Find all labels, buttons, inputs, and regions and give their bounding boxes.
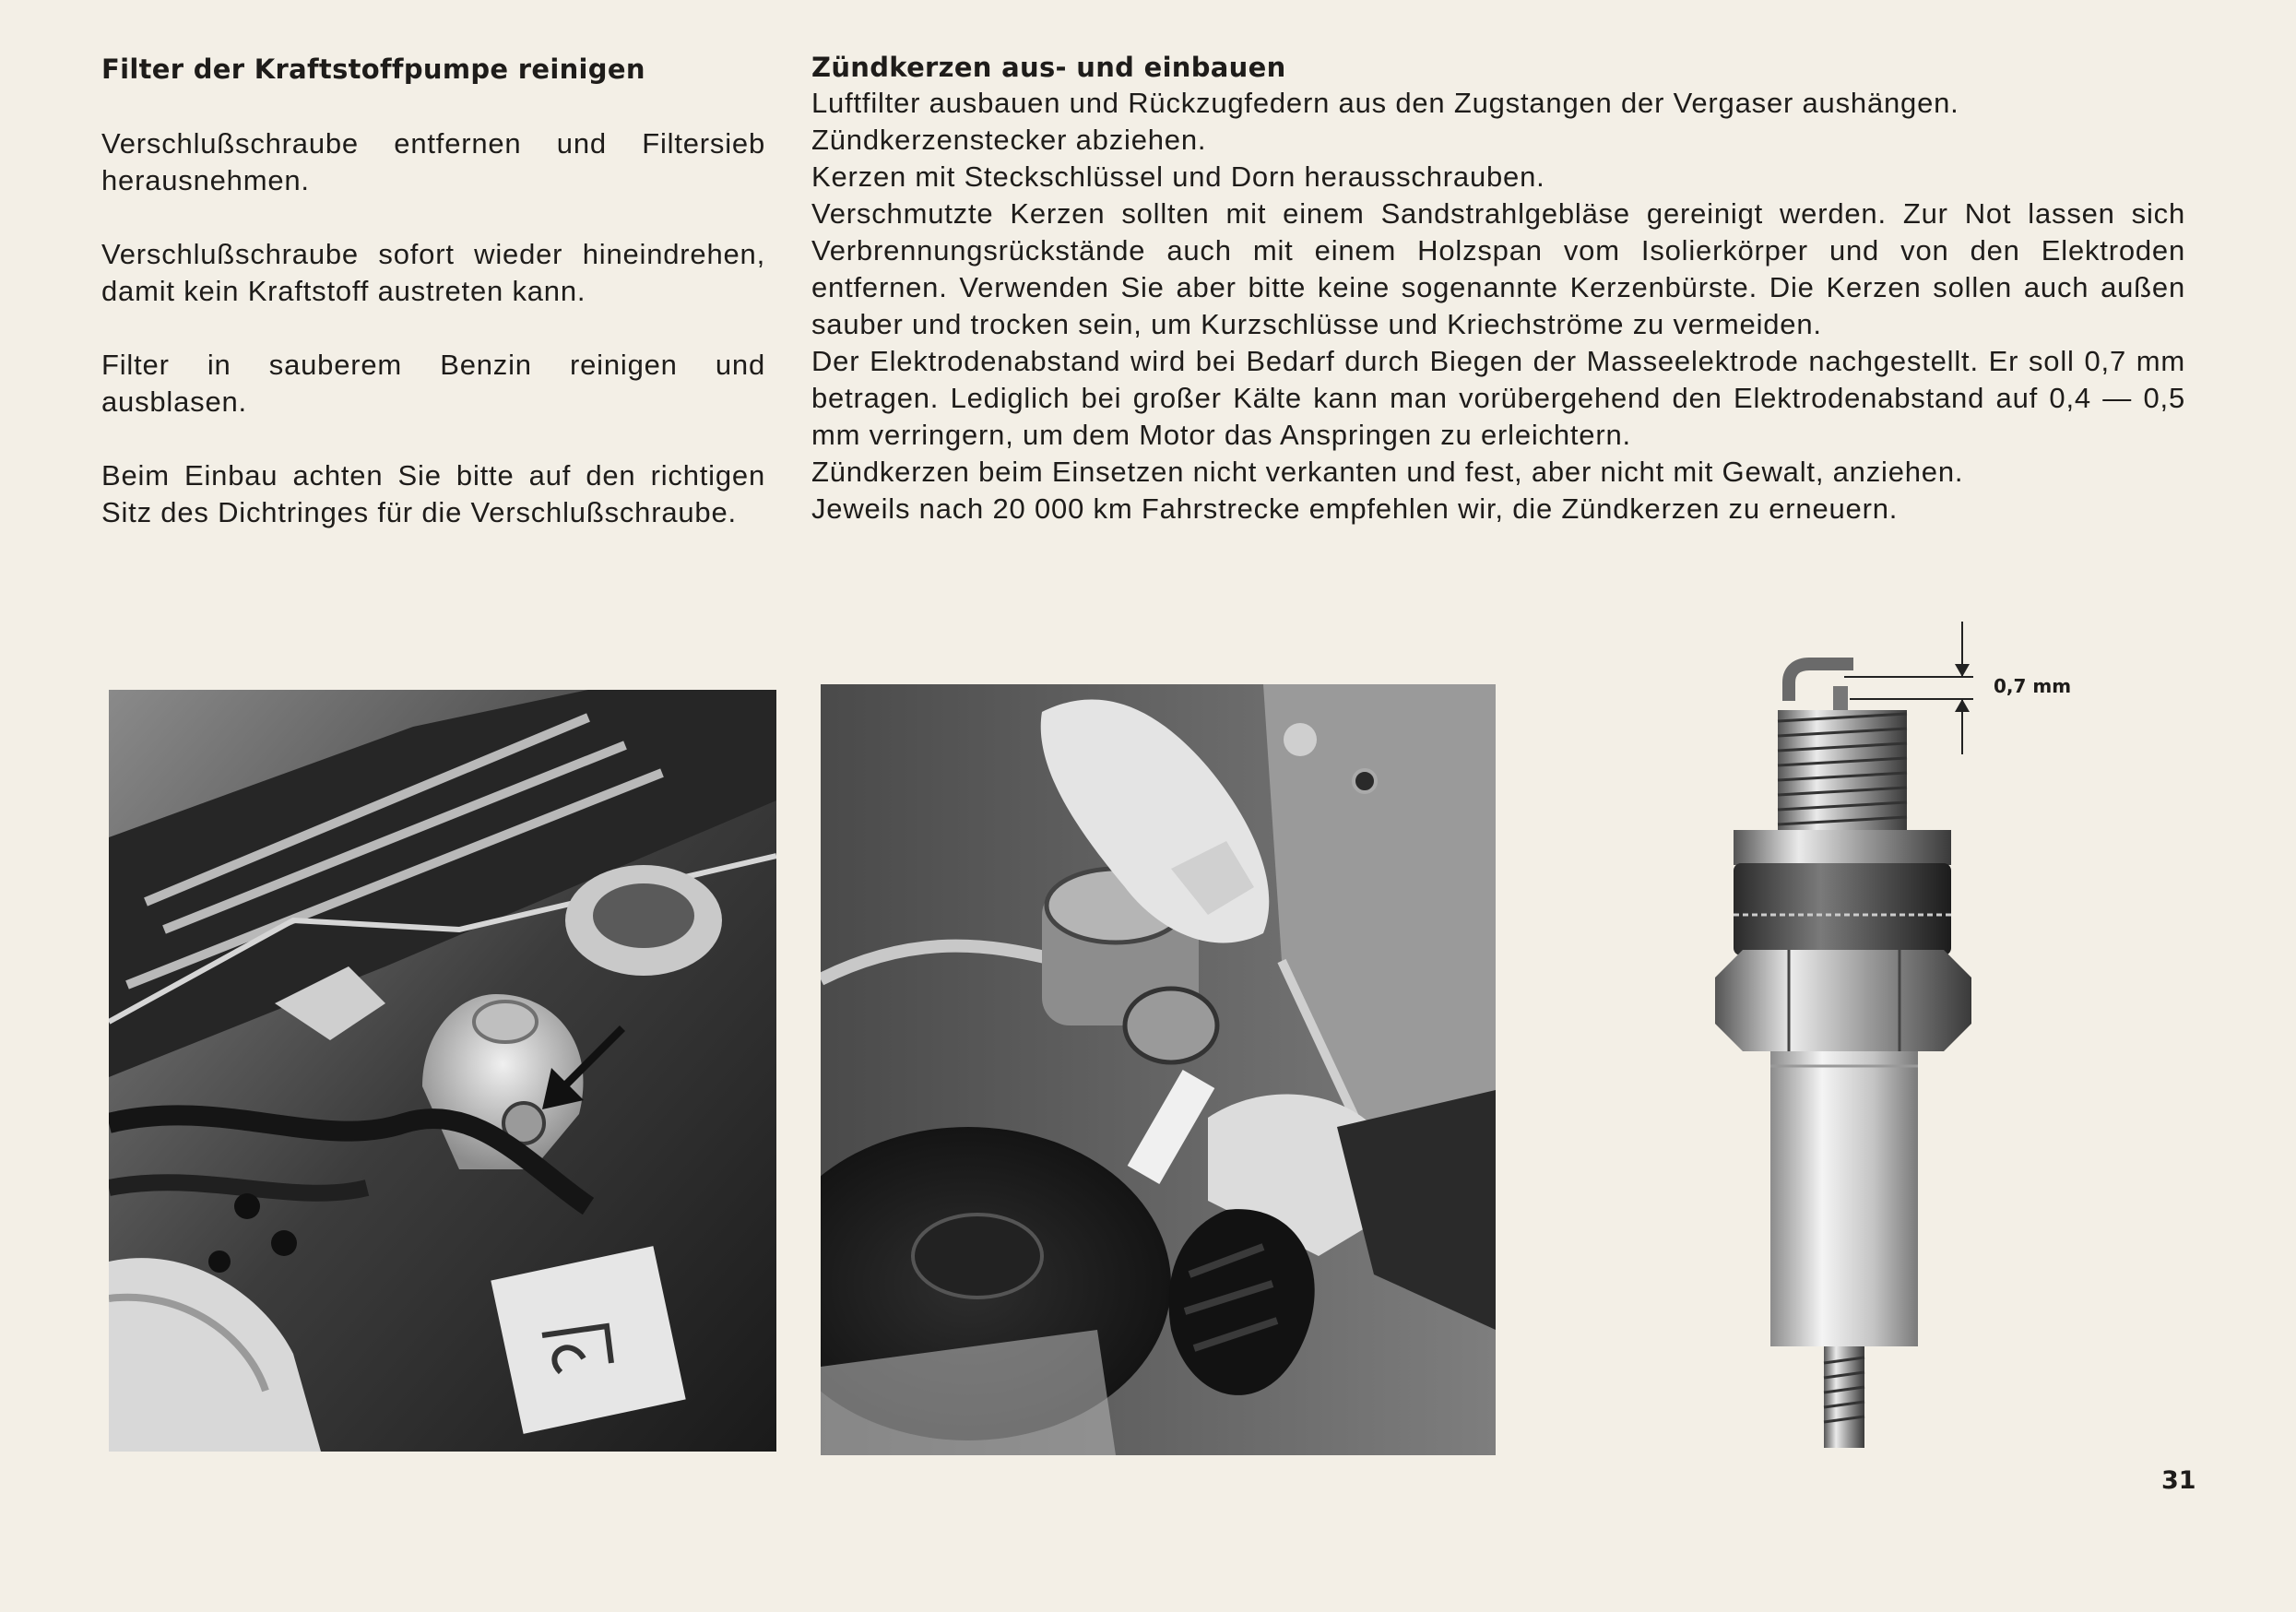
- fuel-filter-step-4: Beim Einbau achten Sie bitte auf den richtigen Sitz des Dichtringes für die Verschlußschraube.: [101, 459, 765, 528]
- fuel-filter-step-1: Verschlußschraube entfernen und Filtersieb herausnehmen.: [101, 127, 765, 196]
- fuel-filter-step-3: Filter in sauberem Benzin reinigen und ausblasen.: [101, 349, 765, 418]
- spark-plug-step-1: Luftfilter ausbauen und Rückzugfedern aus den Zugstangen der Vergaser aushängen.: [811, 87, 1959, 119]
- spark-plug-illustration: [1678, 609, 2102, 1476]
- spark-plug-removal-photo: [821, 684, 1496, 1455]
- electrode-gap-label: 0,7 mm: [1994, 675, 2072, 697]
- fuel-filter-heading: Filter der Kraftstoffpumpe reinigen: [101, 53, 645, 85]
- spark-plug-removal-photo-graphic: [821, 684, 1496, 1455]
- fuel-pump-photo-graphic: [109, 690, 776, 1452]
- fuel-pump-photo: [109, 690, 776, 1452]
- spark-plug-section: [811, 52, 2185, 527]
- spark-plug-heading: Zündkerzen aus- und einbauen: [811, 52, 1286, 83]
- fuel-filter-section: [101, 53, 765, 568]
- spark-plug-step-3: Kerzen mit Steckschlüssel und Dorn herausschrauben.: [811, 160, 1545, 193]
- page-number: 31: [2161, 1466, 2196, 1495]
- fuel-filter-step-2: Verschlußschraube sofort wieder hineindrehen, damit kein Kraftstoff austreten kann.: [101, 238, 765, 307]
- spark-plug-diagram: [1678, 609, 2102, 1476]
- spark-plug-step-6: Zündkerzen beim Einsetzen nicht verkanten und fest, aber nicht mit Gewalt, anziehen.: [811, 456, 1964, 488]
- spark-plug-step-2: Zündkerzenstecker abziehen.: [811, 124, 1207, 156]
- spark-plug-step-4: Verschmutzte Kerzen sollten mit einem Sandstrahlgebläse gereinigt werden. Zur Not lassen sich Verbrennungsrückstände auch mit einem Holzspan vom Isolierkörper und von den Elektroden entfernen. Verwenden Sie aber bitte keine sogenannte Kerzenbürste. Die Kerzen sollen auch außen sauber und trocken sein, um Kurzschlüsse und Kriechströme zu vermeiden.: [811, 197, 2185, 340]
- spark-plug-step-7: Jeweils nach 20 000 km Fahrstrecke empfehlen wir, die Zündkerzen zu erneuern.: [811, 492, 1899, 525]
- spark-plug-step-5: Der Elektrodenabstand wird bei Bedarf durch Biegen der Masseelektrode nachgestellt. Er soll 0,7 mm betragen. Lediglich bei großer Kälte kann man vorübergehend den Elektrodenabstand auf 0,4 — 0,5 mm verringern, um dem Motor das Anspringen zu erleichtern.: [811, 345, 2185, 451]
